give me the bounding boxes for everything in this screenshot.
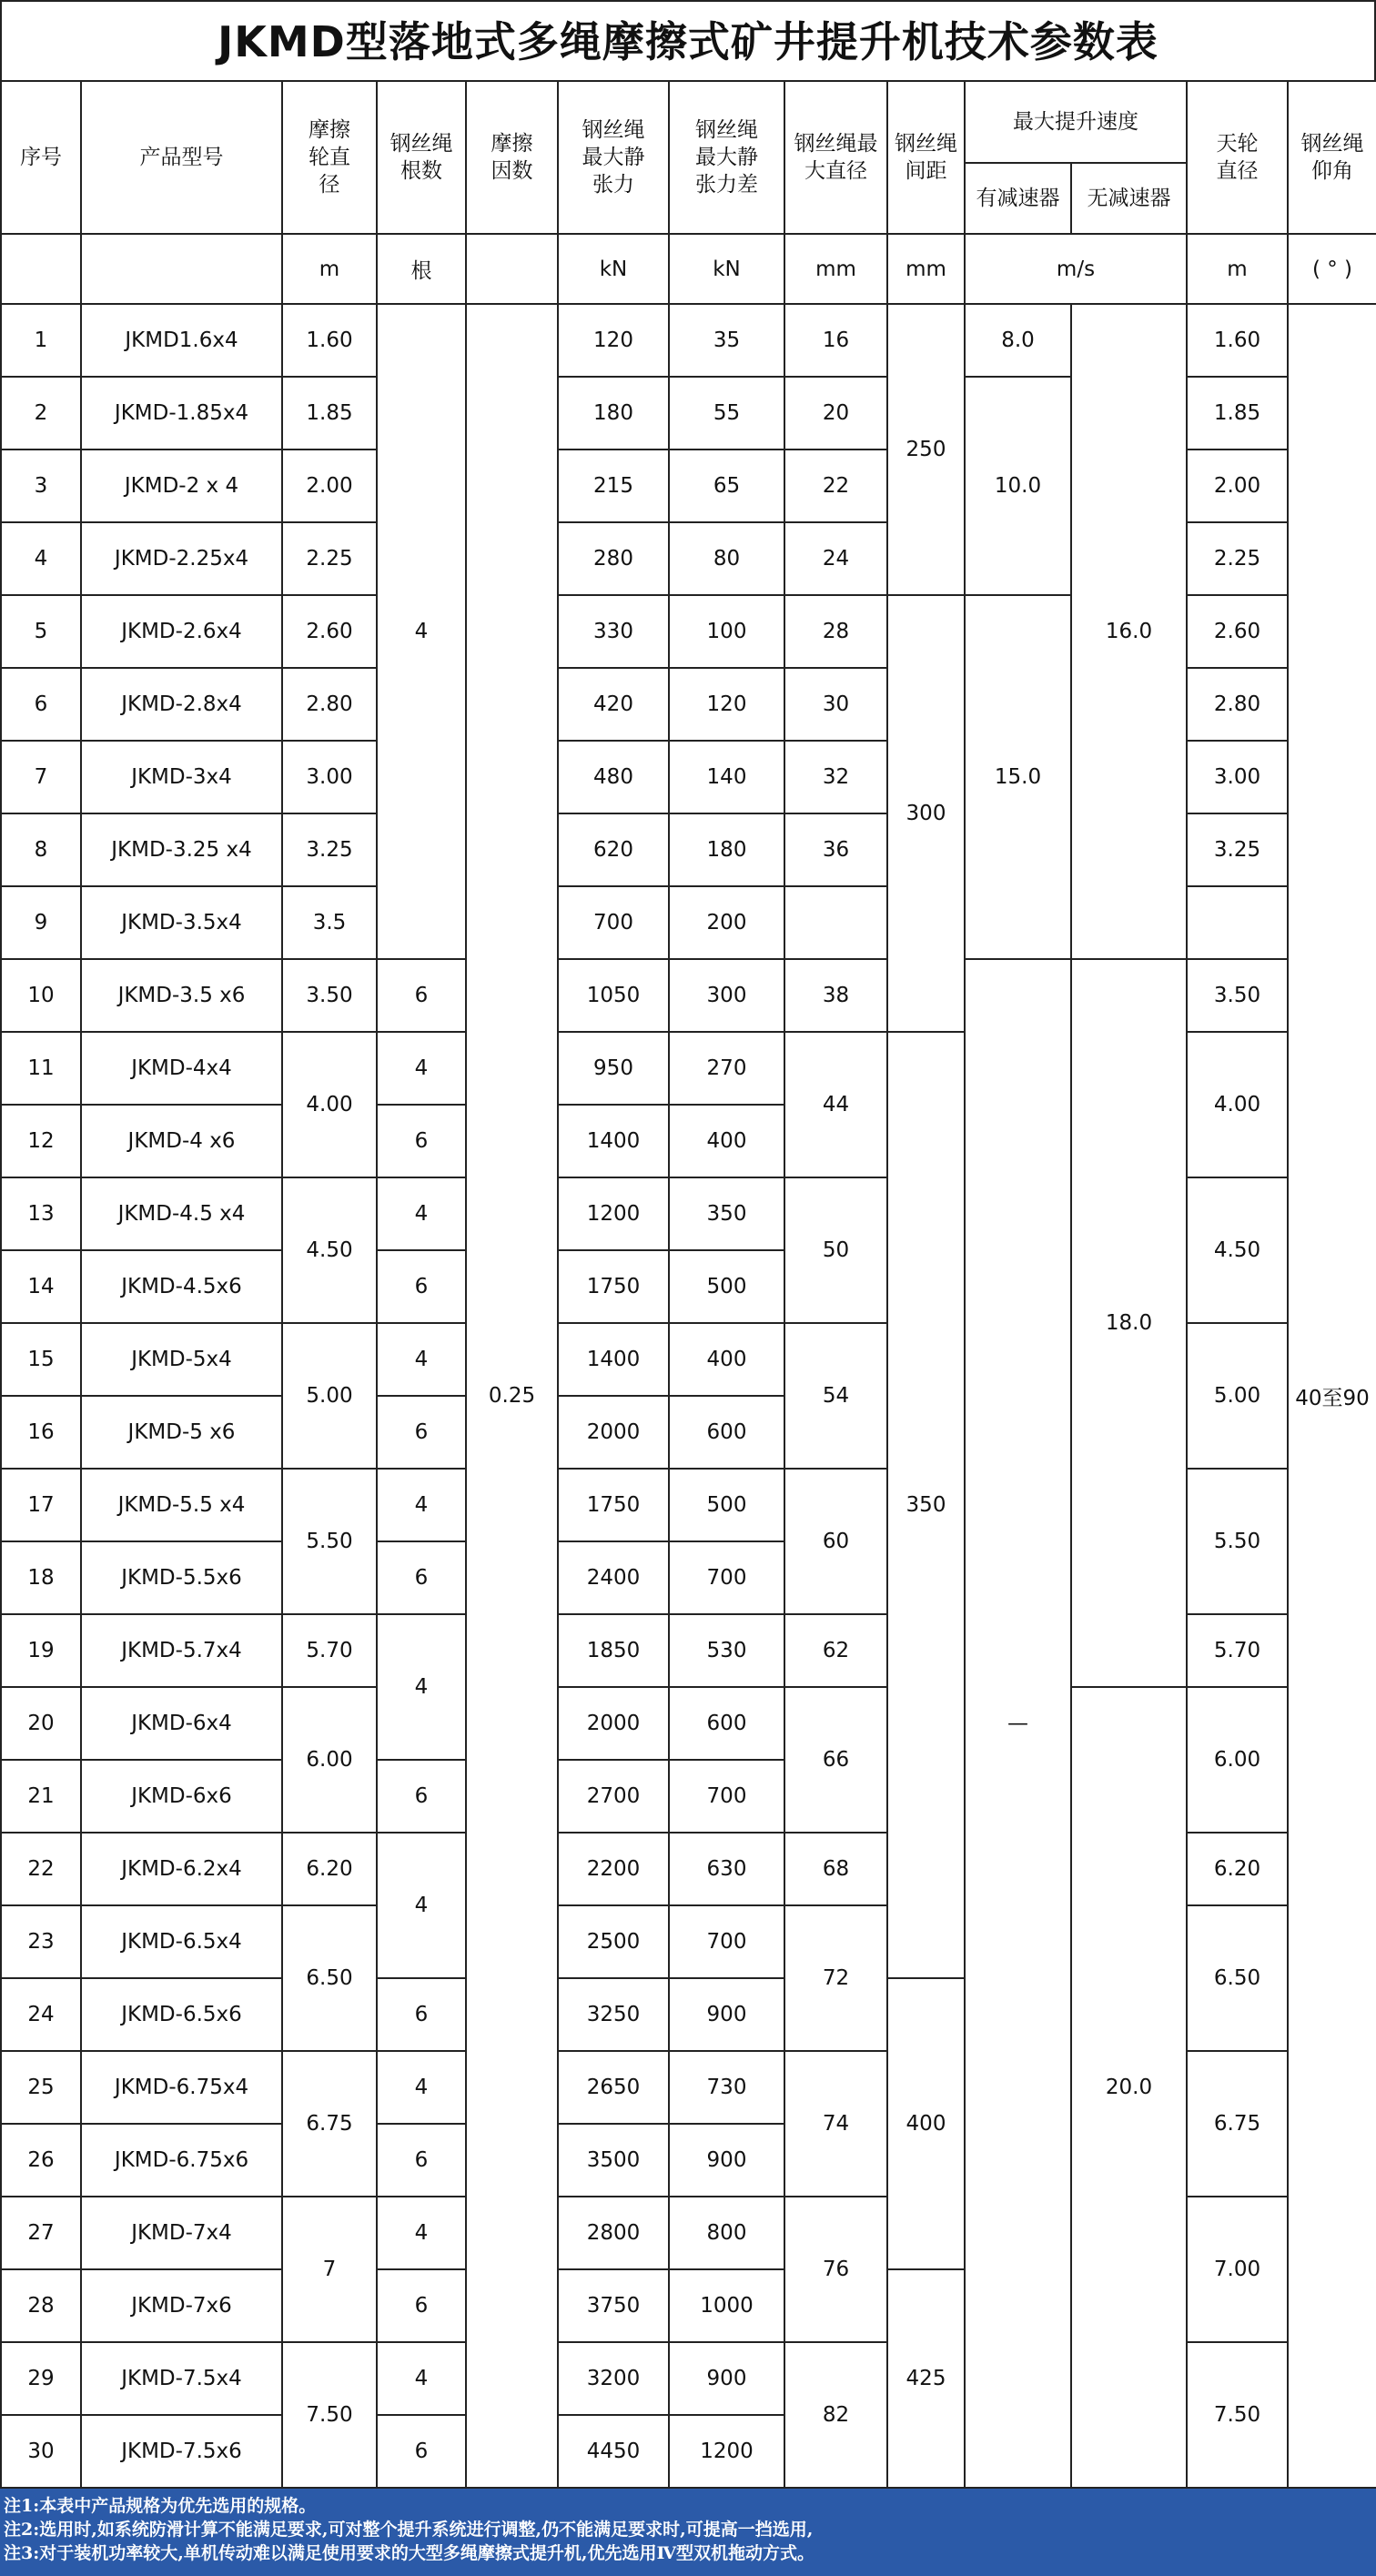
cell-friction-wheel-diameter: 5.00 xyxy=(282,1323,377,1469)
cell-max-rope-diameter: 68 xyxy=(784,1833,887,1905)
cell-index: 4 xyxy=(1,522,81,595)
header-sheave-diameter: 天轮直径 xyxy=(1187,81,1288,234)
cell-model: JKMD-1.85x4 xyxy=(81,377,282,450)
cell-max-static-tension-diff: 600 xyxy=(669,1687,784,1760)
cell-model: JKMD-3.5x4 xyxy=(81,886,282,959)
header-rope-spacing: 钢丝绳间距 xyxy=(887,81,965,234)
cell-max-static-tension: 180 xyxy=(558,377,669,450)
cell-max-static-tension-diff: 270 xyxy=(669,1032,784,1105)
cell-max-static-tension-diff: 200 xyxy=(669,886,784,959)
cell-max-static-tension-diff: 500 xyxy=(669,1250,784,1323)
cell-sheave-diameter: 5.50 xyxy=(1187,1469,1288,1614)
header-friction-factor: 摩擦因数 xyxy=(466,81,558,234)
cell-index: 14 xyxy=(1,1250,81,1323)
cell-max-rope-diameter: 20 xyxy=(784,377,887,450)
cell-max-static-tension: 700 xyxy=(558,886,669,959)
cell-max-rope-diameter: 16 xyxy=(784,304,887,377)
cell-sheave-diameter: 2.80 xyxy=(1187,668,1288,741)
cell-max-static-tension-diff: 700 xyxy=(669,1905,784,1978)
cell-max-static-tension-diff: 400 xyxy=(669,1105,784,1177)
cell-model: JKMD-5.7x4 xyxy=(81,1614,282,1687)
cell-index: 24 xyxy=(1,1978,81,2051)
header-model: 产品型号 xyxy=(81,81,282,234)
cell-max-static-tension-diff: 1200 xyxy=(669,2415,784,2488)
cell-model: JKMD-3x4 xyxy=(81,741,282,813)
unit-max-rope-diameter: mm xyxy=(784,234,887,304)
cell-rope-spacing: 300 xyxy=(887,595,965,1032)
cell-max-static-tension-diff: 100 xyxy=(669,595,784,668)
cell-index: 22 xyxy=(1,1833,81,1905)
cell-index: 8 xyxy=(1,813,81,886)
cell-max-rope-diameter: 36 xyxy=(784,813,887,886)
cell-max-static-tension: 3250 xyxy=(558,1978,669,2051)
cell-index: 19 xyxy=(1,1614,81,1687)
cell-friction-wheel-diameter: 1.60 xyxy=(282,304,377,377)
cell-max-rope-diameter: 60 xyxy=(784,1469,887,1614)
cell-max-static-tension: 3750 xyxy=(558,2269,669,2342)
cell-max-static-tension-diff: 500 xyxy=(669,1469,784,1541)
cell-index: 5 xyxy=(1,595,81,668)
cell-max-static-tension: 1750 xyxy=(558,1469,669,1541)
cell-rope-count: 4 xyxy=(377,1032,466,1105)
cell-sheave-diameter: 3.25 xyxy=(1187,813,1288,886)
cell-index: 23 xyxy=(1,1905,81,1978)
cell-max-rope-diameter: 82 xyxy=(784,2342,887,2488)
unit-friction-wheel-diameter: m xyxy=(282,234,377,304)
cell-speed-with-reducer: 8.0 xyxy=(965,304,1071,377)
cell-max-static-tension: 480 xyxy=(558,741,669,813)
cell-rope-count: 4 xyxy=(377,1323,466,1396)
note-1: 注1:本表中产品规格为优先选用的规格。 xyxy=(4,2496,317,2516)
cell-rope-spacing: 250 xyxy=(887,304,965,595)
cell-max-static-tension: 3500 xyxy=(558,2124,669,2197)
cell-rope-spacing: 350 xyxy=(887,1032,965,1978)
cell-sheave-diameter: 6.20 xyxy=(1187,1833,1288,1905)
cell-max-static-tension: 120 xyxy=(558,304,669,377)
cell-sheave-diameter: 7.00 xyxy=(1187,2197,1288,2342)
cell-index: 21 xyxy=(1,1760,81,1833)
header-index: 序号 xyxy=(1,81,81,234)
cell-max-static-tension-diff: 65 xyxy=(669,450,784,522)
cell-rope-spacing: 400 xyxy=(887,1978,965,2269)
cell-max-static-tension: 2200 xyxy=(558,1833,669,1905)
cell-rope-count: 6 xyxy=(377,2415,466,2488)
cell-max-static-tension: 215 xyxy=(558,450,669,522)
cell-friction-wheel-diameter: 3.50 xyxy=(282,959,377,1032)
cell-rope-count: 4 xyxy=(377,2051,466,2124)
cell-max-static-tension: 2400 xyxy=(558,1541,669,1614)
cell-model: JKMD-6.2x4 xyxy=(81,1833,282,1905)
unit-rope-elevation-angle: ( ° ) xyxy=(1288,234,1376,304)
cell-max-static-tension: 1750 xyxy=(558,1250,669,1323)
cell-max-static-tension-diff: 140 xyxy=(669,741,784,813)
cell-rope-count: 6 xyxy=(377,1978,466,2051)
header-rope-elevation-angle: 钢丝绳仰角 xyxy=(1288,81,1376,234)
cell-max-static-tension-diff: 900 xyxy=(669,2124,784,2197)
cell-index: 18 xyxy=(1,1541,81,1614)
cell-index: 7 xyxy=(1,741,81,813)
cell-friction-wheel-diameter: 6.20 xyxy=(282,1833,377,1905)
cell-sheave-diameter: 6.50 xyxy=(1187,1905,1288,2051)
unit-model xyxy=(81,234,282,304)
cell-max-static-tension-diff: 530 xyxy=(669,1614,784,1687)
cell-max-static-tension: 1200 xyxy=(558,1177,669,1250)
cell-model: JKMD-6x6 xyxy=(81,1760,282,1833)
cell-max-rope-diameter: 44 xyxy=(784,1032,887,1177)
cell-model: JKMD-5 x6 xyxy=(81,1396,282,1469)
cell-model: JKMD-2.8x4 xyxy=(81,668,282,741)
cell-rope-count: 6 xyxy=(377,959,466,1032)
cell-rope-spacing: 425 xyxy=(887,2269,965,2488)
unit-max-static-tension-diff: kN xyxy=(669,234,784,304)
cell-max-static-tension-diff: 700 xyxy=(669,1760,784,1833)
cell-sheave-diameter: 5.70 xyxy=(1187,1614,1288,1687)
cell-model: JKMD-2.25x4 xyxy=(81,522,282,595)
cell-friction-wheel-diameter: 6.50 xyxy=(282,1905,377,2051)
cell-index: 17 xyxy=(1,1469,81,1541)
cell-friction-wheel-diameter: 3.5 xyxy=(282,886,377,959)
cell-max-rope-diameter: 66 xyxy=(784,1687,887,1833)
cell-max-static-tension: 2650 xyxy=(558,2051,669,2124)
cell-max-static-tension-diff: 900 xyxy=(669,2342,784,2415)
cell-max-static-tension-diff: 600 xyxy=(669,1396,784,1469)
unit-index xyxy=(1,234,81,304)
cell-model: JKMD-4.5 x4 xyxy=(81,1177,282,1250)
cell-friction-wheel-diameter: 7.50 xyxy=(282,2342,377,2488)
cell-max-rope-diameter xyxy=(784,886,887,959)
header-rope-count: 钢丝绳根数 xyxy=(377,81,466,234)
cell-index: 25 xyxy=(1,2051,81,2124)
table-row xyxy=(1,1687,1376,1760)
cell-max-static-tension: 2800 xyxy=(558,2197,669,2269)
cell-max-static-tension-diff: 350 xyxy=(669,1177,784,1250)
cell-rope-count: 4 xyxy=(377,2342,466,2415)
cell-model: JKMD-5x4 xyxy=(81,1323,282,1396)
header-max-static-tension-diff: 钢丝绳最大静张力差 xyxy=(669,81,784,234)
cell-friction-wheel-diameter: 4.00 xyxy=(282,1032,377,1177)
page-title: JKMD型落地式多绳摩擦式矿井提升机技术参数表 xyxy=(0,0,1376,80)
cell-index: 29 xyxy=(1,2342,81,2415)
cell-sheave-diameter: 2.25 xyxy=(1187,522,1288,595)
cell-model: JKMD-5.5 x4 xyxy=(81,1469,282,1541)
cell-index: 10 xyxy=(1,959,81,1032)
cell-model: JKMD-6.5x4 xyxy=(81,1905,282,1978)
cell-friction-wheel-diameter: 2.80 xyxy=(282,668,377,741)
cell-max-rope-diameter: 22 xyxy=(784,450,887,522)
cell-speed-without-reducer: 20.0 xyxy=(1071,1687,1187,2488)
cell-friction-wheel-diameter: 2.00 xyxy=(282,450,377,522)
cell-model: JKMD-5.5x6 xyxy=(81,1541,282,1614)
cell-model: JKMD-6.75x4 xyxy=(81,2051,282,2124)
note-3: 注3:对于装机功率较大,单机传动难以满足使用要求的大型多绳摩擦式提升机,优先选用Ⅳ型双机拖动方式。 xyxy=(4,2543,815,2563)
header-max-lifting-speed: 最大提升速度 xyxy=(965,81,1187,163)
cell-friction-wheel-diameter: 3.00 xyxy=(282,741,377,813)
cell-max-static-tension: 2000 xyxy=(558,1687,669,1760)
header-max-rope-diameter: 钢丝绳最大直径 xyxy=(784,81,887,234)
cell-friction-factor: 0.25 xyxy=(466,304,558,2488)
cell-model: JKMD-2 x 4 xyxy=(81,450,282,522)
cell-sheave-diameter: 2.60 xyxy=(1187,595,1288,668)
cell-max-rope-diameter: 50 xyxy=(784,1177,887,1323)
cell-rope-elevation-angle: 40至90 xyxy=(1288,304,1376,2488)
cell-max-static-tension: 330 xyxy=(558,595,669,668)
cell-model: JKMD-7.5x6 xyxy=(81,2415,282,2488)
cell-model: JKMD-2.6x4 xyxy=(81,595,282,668)
cell-max-static-tension: 1400 xyxy=(558,1105,669,1177)
cell-friction-wheel-diameter: 6.00 xyxy=(282,1687,377,1833)
cell-sheave-diameter: 1.60 xyxy=(1187,304,1288,377)
cell-sheave-diameter: 7.50 xyxy=(1187,2342,1288,2488)
cell-max-static-tension-diff: 630 xyxy=(669,1833,784,1905)
cell-max-static-tension-diff: 400 xyxy=(669,1323,784,1396)
cell-speed-with-reducer: 15.0 xyxy=(965,595,1071,959)
cell-friction-wheel-diameter: 1.85 xyxy=(282,377,377,450)
cell-index: 13 xyxy=(1,1177,81,1250)
cell-max-rope-diameter: 74 xyxy=(784,2051,887,2197)
unit-rope-spacing: mm xyxy=(887,234,965,304)
cell-index: 3 xyxy=(1,450,81,522)
cell-rope-count: 6 xyxy=(377,1760,466,1833)
cell-friction-wheel-diameter: 3.25 xyxy=(282,813,377,886)
cell-model: JKMD-6x4 xyxy=(81,1687,282,1760)
cell-max-static-tension: 1050 xyxy=(558,959,669,1032)
cell-sheave-diameter: 5.00 xyxy=(1187,1323,1288,1469)
cell-model: JKMD-6.75x6 xyxy=(81,2124,282,2197)
cell-sheave-diameter xyxy=(1187,886,1288,959)
unit-rope-count: 根 xyxy=(377,234,466,304)
table-row xyxy=(1,304,1376,377)
table-row xyxy=(1,959,1376,1032)
cell-max-static-tension: 620 xyxy=(558,813,669,886)
cell-index: 2 xyxy=(1,377,81,450)
cell-rope-count: 6 xyxy=(377,1541,466,1614)
cell-speed-without-reducer: 18.0 xyxy=(1071,959,1187,1687)
cell-rope-count: 4 xyxy=(377,2197,466,2269)
cell-friction-wheel-diameter: 6.75 xyxy=(282,2051,377,2197)
cell-model: JKMD-7x6 xyxy=(81,2269,282,2342)
cell-max-static-tension-diff: 730 xyxy=(669,2051,784,2124)
cell-sheave-diameter: 2.00 xyxy=(1187,450,1288,522)
cell-index: 1 xyxy=(1,304,81,377)
cell-friction-wheel-diameter: 2.60 xyxy=(282,595,377,668)
cell-max-rope-diameter: 62 xyxy=(784,1614,887,1687)
cell-max-static-tension: 2700 xyxy=(558,1760,669,1833)
cell-max-rope-diameter: 32 xyxy=(784,741,887,813)
cell-max-static-tension-diff: 800 xyxy=(669,2197,784,2269)
cell-friction-wheel-diameter: 4.50 xyxy=(282,1177,377,1323)
cell-sheave-diameter: 4.00 xyxy=(1187,1032,1288,1177)
cell-index: 11 xyxy=(1,1032,81,1105)
cell-max-static-tension-diff: 80 xyxy=(669,522,784,595)
spec-table-body xyxy=(1,304,1376,2488)
cell-sheave-diameter: 3.00 xyxy=(1187,741,1288,813)
note-2: 注2:选用时,如系统防滑计算不能满足要求,可对整个提升系统进行调整,仍不能满足要求时,可提高一挡选用, xyxy=(4,2520,814,2540)
notes-panel xyxy=(0,2489,1376,2576)
spec-table xyxy=(0,80,1376,2489)
cell-max-rope-diameter: 24 xyxy=(784,522,887,595)
cell-max-static-tension-diff: 1000 xyxy=(669,2269,784,2342)
cell-max-static-tension-diff: 35 xyxy=(669,304,784,377)
cell-rope-count: 6 xyxy=(377,2124,466,2197)
cell-model: JKMD1.6x4 xyxy=(81,304,282,377)
cell-max-static-tension: 2000 xyxy=(558,1396,669,1469)
cell-friction-wheel-diameter: 2.25 xyxy=(282,522,377,595)
header-without-reducer: 无减速器 xyxy=(1071,163,1187,234)
cell-rope-count: 6 xyxy=(377,2269,466,2342)
cell-index: 12 xyxy=(1,1105,81,1177)
cell-rope-count: 6 xyxy=(377,1250,466,1323)
cell-max-rope-diameter: 38 xyxy=(784,959,887,1032)
cell-speed-with-reducer: — xyxy=(965,959,1071,2488)
cell-index: 30 xyxy=(1,2415,81,2488)
cell-rope-count: 4 xyxy=(377,1614,466,1760)
cell-friction-wheel-diameter: 5.50 xyxy=(282,1469,377,1614)
cell-max-rope-diameter: 76 xyxy=(784,2197,887,2342)
cell-model: JKMD-4 x6 xyxy=(81,1105,282,1177)
cell-index: 26 xyxy=(1,2124,81,2197)
cell-max-static-tension-diff: 180 xyxy=(669,813,784,886)
cell-index: 27 xyxy=(1,2197,81,2269)
cell-rope-count: 4 xyxy=(377,304,466,959)
cell-index: 15 xyxy=(1,1323,81,1396)
cell-index: 6 xyxy=(1,668,81,741)
cell-model: JKMD-7.5x4 xyxy=(81,2342,282,2415)
cell-max-static-tension-diff: 120 xyxy=(669,668,784,741)
cell-max-static-tension-diff: 700 xyxy=(669,1541,784,1614)
cell-max-static-tension: 4450 xyxy=(558,2415,669,2488)
cell-index: 16 xyxy=(1,1396,81,1469)
cell-max-static-tension: 3200 xyxy=(558,2342,669,2415)
cell-friction-wheel-diameter: 7 xyxy=(282,2197,377,2342)
cell-model: JKMD-3.25 x4 xyxy=(81,813,282,886)
cell-index: 20 xyxy=(1,1687,81,1760)
cell-max-static-tension-diff: 55 xyxy=(669,377,784,450)
header-with-reducer: 有减速器 xyxy=(965,163,1071,234)
unit-friction-factor xyxy=(466,234,558,304)
cell-rope-count: 4 xyxy=(377,1469,466,1541)
cell-max-static-tension: 1400 xyxy=(558,1323,669,1396)
cell-rope-count: 6 xyxy=(377,1105,466,1177)
cell-max-static-tension: 1850 xyxy=(558,1614,669,1687)
cell-max-static-tension: 2500 xyxy=(558,1905,669,1978)
cell-model: JKMD-4.5x6 xyxy=(81,1250,282,1323)
cell-model: JKMD-4x4 xyxy=(81,1032,282,1105)
cell-max-static-tension: 280 xyxy=(558,522,669,595)
cell-rope-count: 4 xyxy=(377,1833,466,1978)
cell-sheave-diameter: 3.50 xyxy=(1187,959,1288,1032)
cell-index: 28 xyxy=(1,2269,81,2342)
cell-max-rope-diameter: 54 xyxy=(784,1323,887,1469)
cell-index: 9 xyxy=(1,886,81,959)
cell-max-static-tension: 950 xyxy=(558,1032,669,1105)
cell-sheave-diameter: 6.00 xyxy=(1187,1687,1288,1833)
cell-model: JKMD-7x4 xyxy=(81,2197,282,2269)
cell-friction-wheel-diameter: 5.70 xyxy=(282,1614,377,1687)
unit-max-lifting-speed: m/s xyxy=(965,234,1187,304)
header-friction-wheel-diameter: 摩擦轮直径 xyxy=(282,81,377,234)
cell-speed-with-reducer: 10.0 xyxy=(965,377,1071,595)
cell-rope-count: 4 xyxy=(377,1177,466,1250)
cell-max-rope-diameter: 30 xyxy=(784,668,887,741)
cell-max-static-tension: 420 xyxy=(558,668,669,741)
cell-model: JKMD-3.5 x6 xyxy=(81,959,282,1032)
cell-speed-without-reducer: 16.0 xyxy=(1071,304,1187,959)
cell-max-static-tension-diff: 900 xyxy=(669,1978,784,2051)
cell-rope-count: 6 xyxy=(377,1396,466,1469)
cell-max-rope-diameter: 28 xyxy=(784,595,887,668)
header-max-static-tension: 钢丝绳最大静张力 xyxy=(558,81,669,234)
cell-sheave-diameter: 4.50 xyxy=(1187,1177,1288,1323)
cell-sheave-diameter: 6.75 xyxy=(1187,2051,1288,2197)
cell-model: JKMD-6.5x6 xyxy=(81,1978,282,2051)
cell-sheave-diameter: 1.85 xyxy=(1187,377,1288,450)
cell-max-rope-diameter: 72 xyxy=(784,1905,887,2051)
unit-max-static-tension: kN xyxy=(558,234,669,304)
cell-max-static-tension-diff: 300 xyxy=(669,959,784,1032)
unit-sheave-diameter: m xyxy=(1187,234,1288,304)
